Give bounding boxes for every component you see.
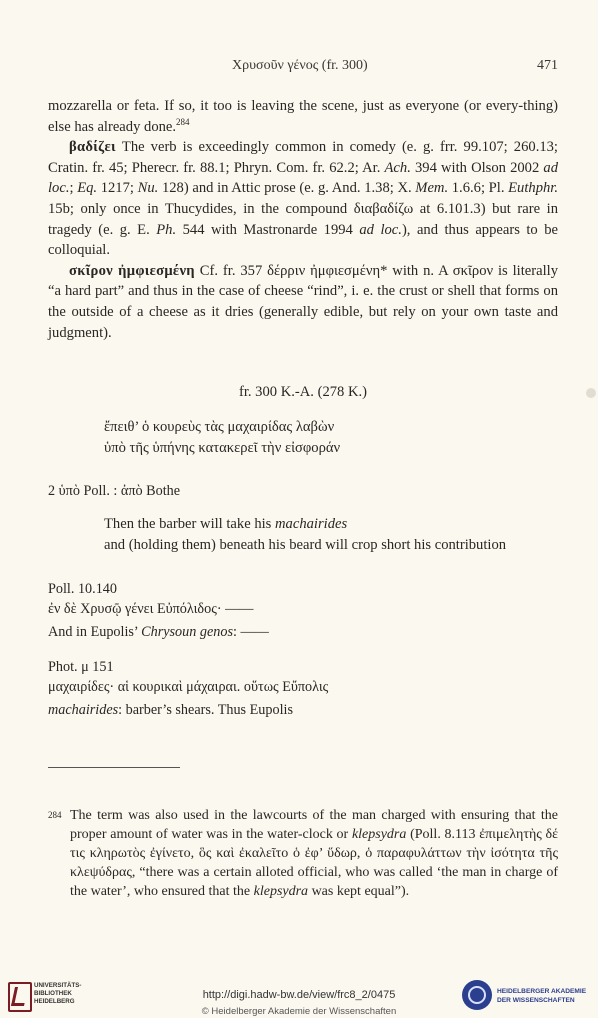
greek-line-2: ὑπὸ τῆς ὑπήνης κατακερεῖ τὴν εἰσφοράν [104,439,341,456]
footnote-rule [48,767,180,768]
testimonium-pollux [48,580,558,643]
greek-line-1: ἔπειθ’ ὁ κουρεὺς τὰς μαχαιρίδας λαβὼν [104,419,335,435]
commentary-skiron: σκῖρον ἠμφιεσμένη Cf. fr. 357 δέρριν ἠμφιεσμένη* with n. A σκῖρον is literally “a hard part” and thus in the case of cheese “rind”, i. e. the crust or shell that forms on the outside of a cheese as it dries (generally edible, but rely on your own taste and judgment). [48,262,559,341]
copyright-notice: © Heidelberger Akademie der Wissenschaften [201,1006,397,1017]
viewer-footer [0,978,598,1018]
pollux-translation: And in Eupolis’ Chrysoun genos: —— [48,624,269,640]
testimonium-photius [48,658,558,721]
photius-translation: machairides: barber’s shears. Thus Eupolis [48,702,293,718]
footnote [48,806,558,901]
photius-reference: Phot. μ 151 [48,659,114,675]
running-title: Χρυσοῦν γένος (fr. 300) [232,58,368,73]
photius-greek: μαχαιρίδες· αἱ κουρικαὶ μάχαιραι. οὕτως Εὔπολις [48,678,329,695]
permalink[interactable]: http://digi.hadw-bw.de/view/frc8_2/0475 [202,989,396,1001]
lemma: βαδίζει [69,139,116,156]
academy-logo[interactable] [462,980,592,1014]
pollux-greek: ἐν δὲ Χρυσῷ γένει Εὐπόλιδος· —— [48,600,254,617]
commentary-continuation: mozzarella or feta. If so, it too is leaving the scene, just as everyone (or every-thing) else has already done.$^{284}$ [48,98,558,135]
fragment-greek-text [104,417,564,458]
page-number: 471 [537,58,558,73]
fragment-heading: fr. 300 K.-A. (278 K.) [238,384,368,400]
fragment-translation [104,514,564,555]
footnote-number: 284 [48,810,62,820]
translation-line-2: and (holding them) beneath his beard will crop short his contribution [104,536,507,553]
apparatus-criticus: 2 ὑπὸ Poll. : ἀπὸ Bothe [48,483,181,499]
academy-seal-icon [462,980,492,1010]
commentary-block [48,96,558,343]
scan-mark [586,388,596,398]
footnote-marker[interactable]: 284 [176,116,190,127]
footnote-text: The term was also used in the lawcourts of the man charged with ensuring that the proper amount of water was in the water-clock or klepsydra (Poll. 8.113 ἐπιμελητὴς δέ τις κληρωτὸς ἐγίνετο, ὃς καὶ ἐκαλεῖτο ὁ ἐφ’ ὕδωρ, ὁ παραφυλάττων τὴν ἰσότητα τῆς κλεψύδρας, “there was a certain alloted official, who was called ‘the man in charge of the water’, who ensured that the klepsydra was kept equal”). [70,808,558,899]
pollux-reference: Poll. 10.140 [48,581,117,597]
commentary-badizei: βαδίζει The verb is exceedingly common in comedy (e. g. frr. 99.107; 260.13; Cratin. fr. 45; Pherecr. fr. 88.1; Phryn. Com. fr. 62.2; Ar. Ach. 394 with Olson 2002 ad loc.; Eq. 1217; Nu. 128) and in Attic prose (e. g. And. 1.38; X. Mem. 1.6.6; Pl. Euthphr. 15b; only once in Thucydides, in the compound διαβαδίζω at 6.101.3) but rare in tragedy (e. g. E. Ph. 544 with Mastronarde 1994 ad loc.), and thus appears to be colloquial. [48,139,558,259]
lemma: σκῖρον ἠμφιεσμένη [69,262,195,279]
university-library-logo-text: UNIVERSITÄTS- BIBLIOTHEK HEIDELBERG [34,982,82,1005]
academy-logo-text: HEIDELBERGER AKADEMIE DER WISSENSCHAFTEN [497,988,587,1004]
translation-line-1: Then the barber will take his machairides [104,516,348,532]
